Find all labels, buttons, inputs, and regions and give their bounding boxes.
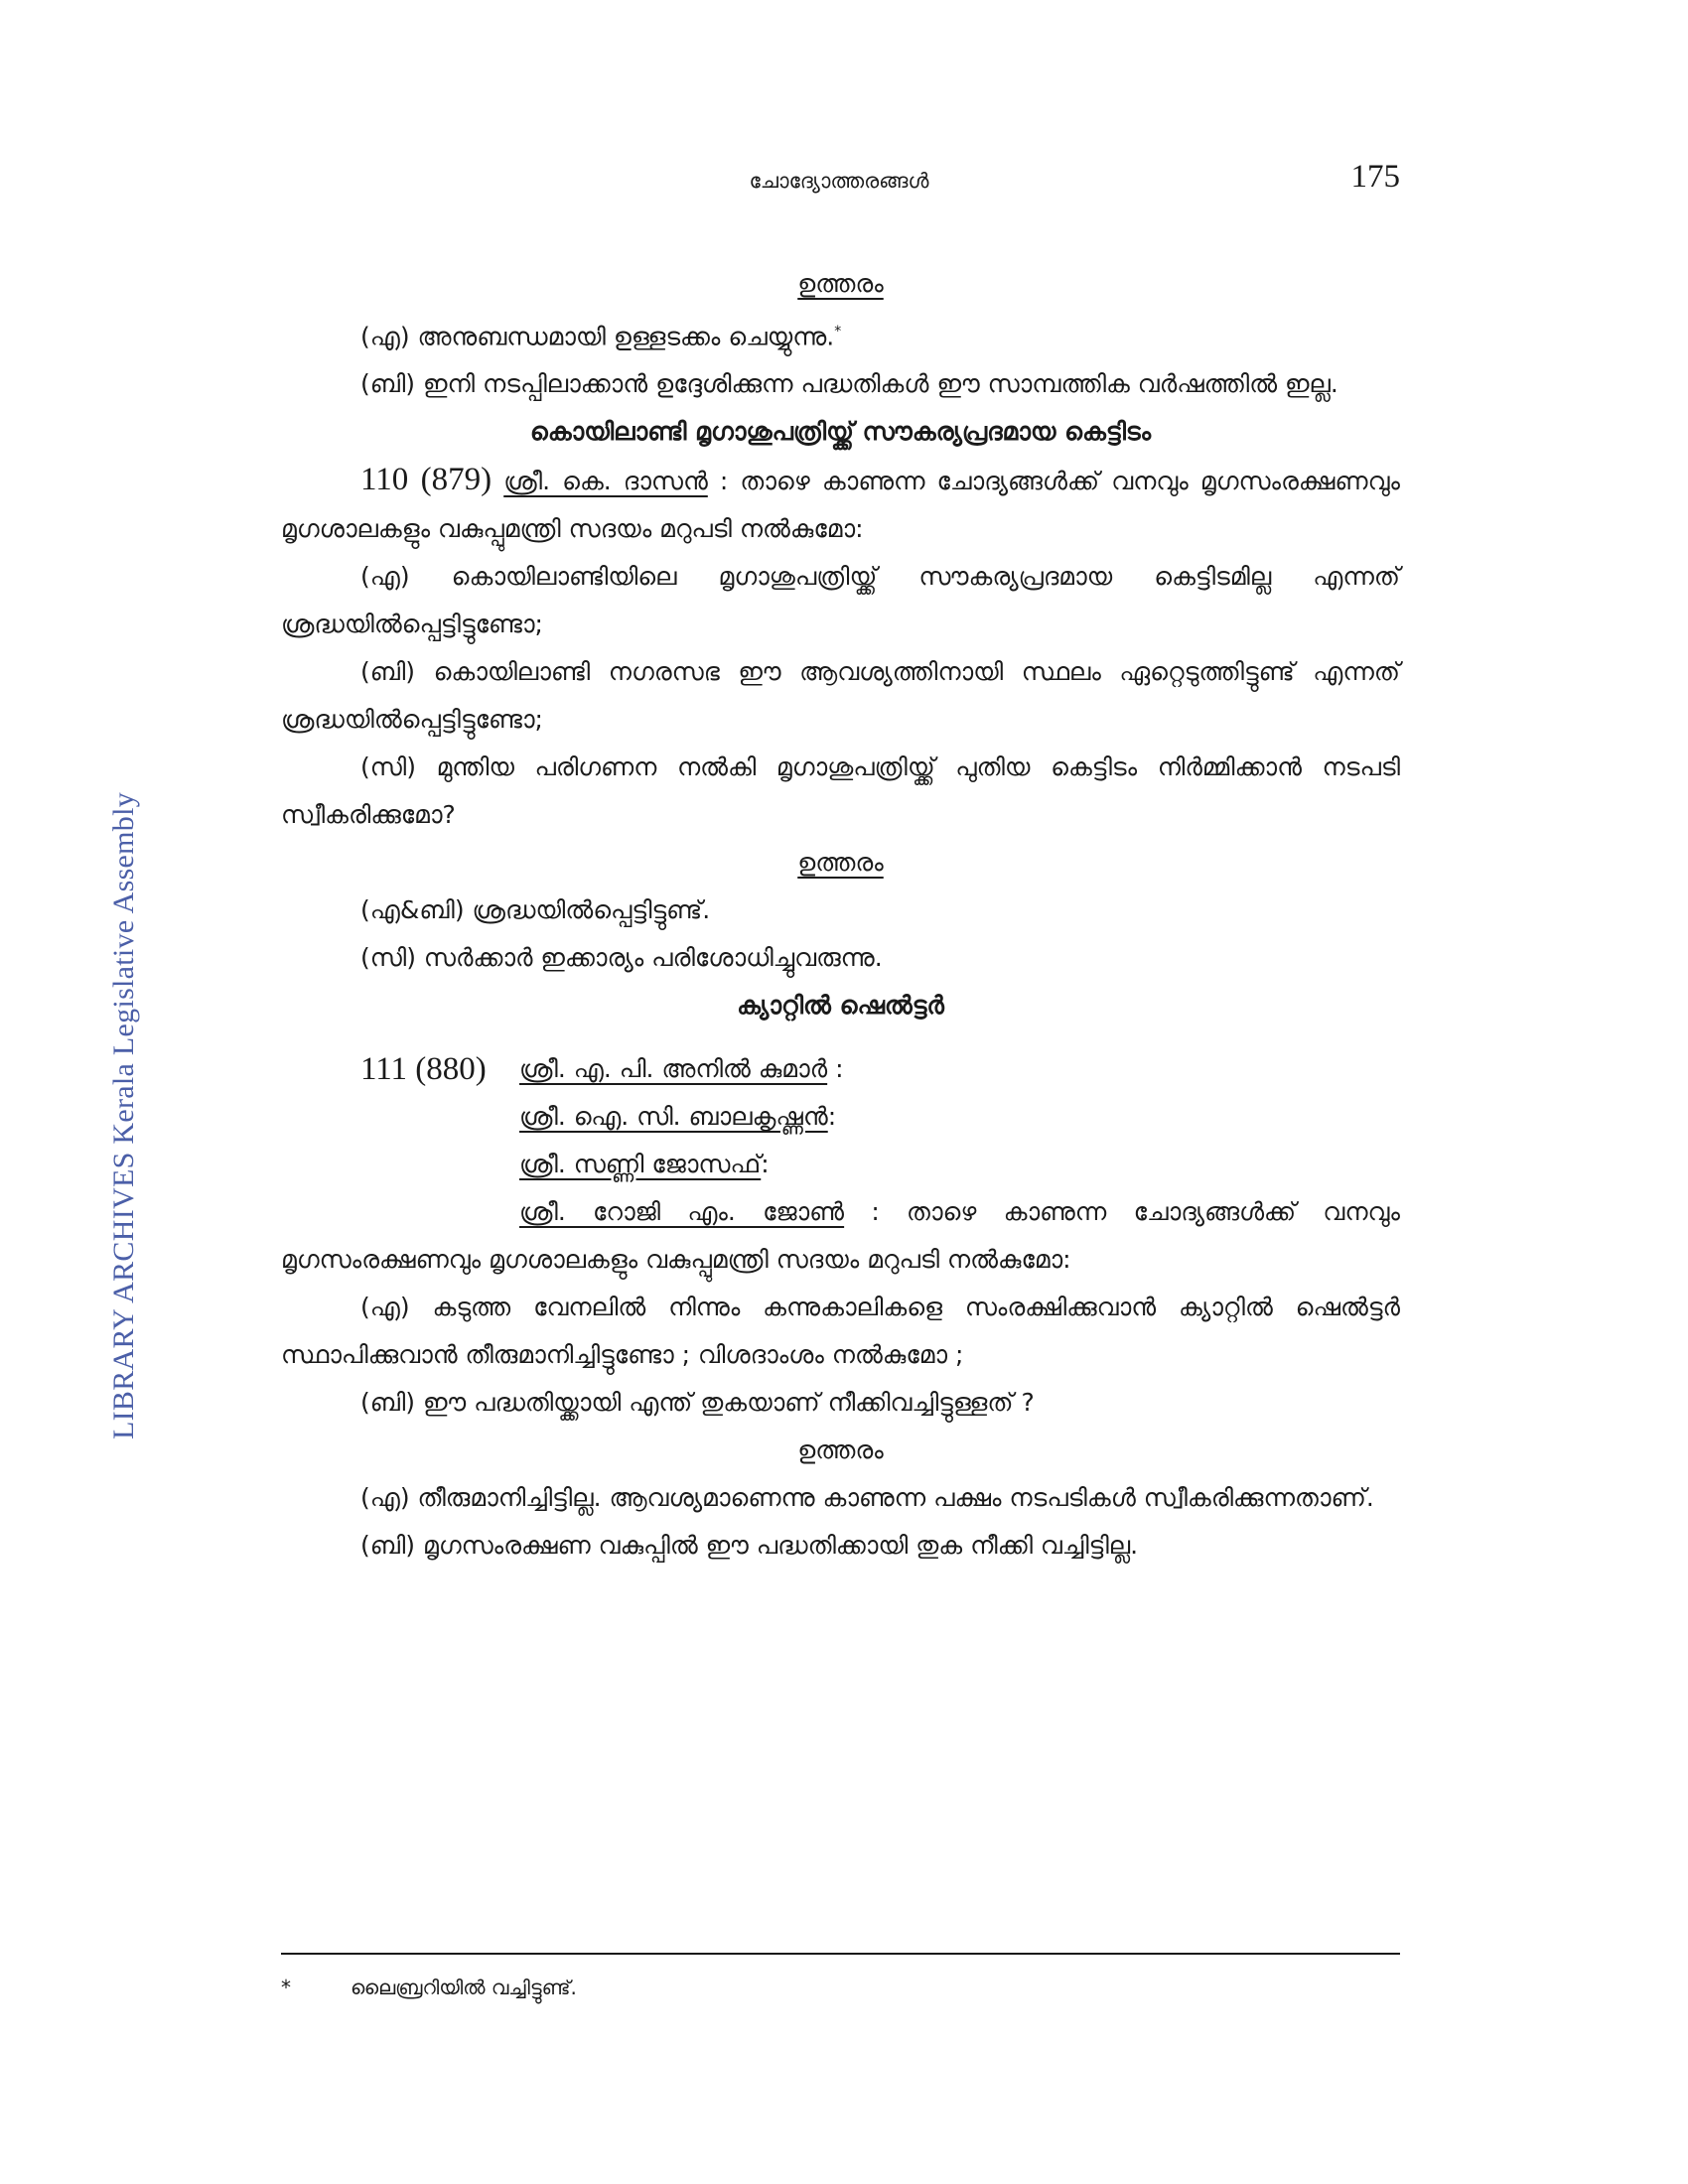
answer-heading: ഉത്തരം [797,848,884,878]
member-row: ശ്രീ. സണ്ണി ജോസഫ് : [281,1141,1400,1188]
member-row: 111 (880) ശ്രീ. എ. പി. അനിൽ കുമാർ : [281,1045,1400,1093]
member-name: ശ്രീ. സണ്ണി ജോസഫ് [519,1150,762,1179]
answer-heading: ഉത്തരം [797,1435,884,1465]
question-c: (സി) മുന്തിയ പരിഗണന നൽകി മൃഗാശുപത്രിയ്ക്ക് പുതിയ കെട്ടിടം നിർമ്മിക്കാൻ നടപടി സ്വീകരിക്കുമോ? [281,752,1400,830]
question-title: ക്യാറ്റിൽ ഷെൽട്ടർ [737,991,944,1021]
footnote-ref: * [834,324,842,340]
member-name: ശ്രീ. ഐ. സി. ബാലകൃഷ്ണൻ [519,1102,828,1132]
footnote-mark: * [281,1976,291,1999]
answer-ab: (എ&ബി) ശ്രദ്ധയിൽപ്പെട്ടിട്ടുണ്ട്. [360,895,711,925]
member-row: ശ്രീ. ഐ. സി. ബാലകൃഷ്ണൻ : [281,1093,1400,1141]
question-b: (ബി) കൊയിലാണ്ടി നഗരസഭ ഈ ആവശ്യത്തിനായി സ്ഥലം ഏറ്റെടുത്തിട്ടുണ്ട് എന്നത് ശ്രദ്ധയിൽപ്പെട്ടിട്ടുണ്ടോ; [281,657,1400,735]
question-intro: 110 (879) ശ്രീ. കെ. ദാസൻ : താഴെ കാണുന്ന ചോദ്യങ്ങൾക്ക് വനവും മൃഗസംരക്ഷണവും മൃഗശാലകളും വകുപ്പുമന്ത്രി സദയം മറുപടി നൽകുമോ: [281,462,1400,544]
answer-heading: ഉത്തരം [797,269,884,298]
footnote-text: ലൈബ്രറിയിൽ വച്ചിട്ടുണ്ട്. [351,1976,577,1999]
running-head: ചോദ്യോത്തരങ്ങൾ [749,169,929,193]
question-number: 110 (879) [360,462,492,498]
member-name: ശ്രീ. കെ. ദാസൻ [503,467,708,496]
answer-b: (ബി) ഇനി നടപ്പിലാക്കാൻ ഉദ്ദേശിക്കുന്ന പദ്ധതികൾ ഈ സാമ്പത്തിക വർഷത്തിൽ ഇല്ല. [360,369,1338,399]
question-a: (എ) കടുത്ത വേനലിൽ നിന്നും കന്നുകാലികളെ സംരക്ഷിക്കുവാൻ ക്യാറ്റിൽ ഷെൽട്ടർ സ്ഥാപിക്കുവാൻ തീരുമാനിച്ചിട്ടുണ്ടോ ; വിശദാംശം നൽകുമോ ; [281,1293,1400,1370]
page-number: 175 [1350,159,1400,195]
question-a: (എ) കൊയിലാണ്ടിയിലെ മൃഗാശുപത്രിയ്ക്ക് സൗകര്യപ്രദമായ കെട്ടിടമില്ല എന്നത് ശ്രദ്ധയിൽപ്പെട്ടിട്ടുണ്ടോ; [281,562,1400,639]
archive-watermark: LIBRARY ARCHIVES Kerala Legislative Assembly [107,791,140,1439]
answer-a: (എ) അനുബന്ധമായി ഉള്ളടക്കം ചെയ്യുന്നു.* [360,322,842,351]
question-b: (ബി) ഈ പദ്ധതിയ്ക്കായി എന്ത് തുകയാണ് നീക്കിവച്ചിട്ടുള്ളത് ? [360,1388,1035,1418]
member-name: ശ്രീ. എ. പി. അനിൽ കുമാർ [519,1054,828,1084]
answer-a: (എ) തീരുമാനിച്ചിട്ടില്ല. ആവശ്യമാണെന്നു കാണുന്ന പക്ഷം നടപടികൾ സ്വീകരിക്കുന്നതാണ്. [360,1483,1374,1513]
page-body [281,260,1400,1570]
footnote-divider [281,1953,1400,1955]
question-intro: ശ്രീ. റോജി എം. ജോൺ : താഴെ കാണുന്ന ചോദ്യങ്ങൾക്ക് വനവും മൃഗസംരക്ഷണവും മൃഗശാലകളും വകുപ്പുമന്ത്രി സദയം മറുപടി നൽകുമോ: [281,1197,1400,1275]
member-name: ശ്രീ. റോജി എം. ജോൺ [519,1197,845,1227]
question-title: കൊയിലാണ്ടി മൃഗാശുപത്രിയ്ക്ക് സൗകര്യപ്രദമായ കെട്ടിടം [529,417,1152,447]
footnote [281,1976,577,1999]
answer-c: (സി) സർക്കാർ ഇക്കാര്യം പരിശോധിച്ചുവരുന്നു. [360,943,883,973]
answer-b: (ബി) മൃഗസംരക്ഷണ വകുപ്പിൽ ഈ പദ്ധതിക്കായി തുക നീക്കി വച്ചിട്ടില്ല. [360,1531,1139,1561]
question-number: 111 (880) [360,1051,487,1088]
member-list [281,1045,1400,1284]
